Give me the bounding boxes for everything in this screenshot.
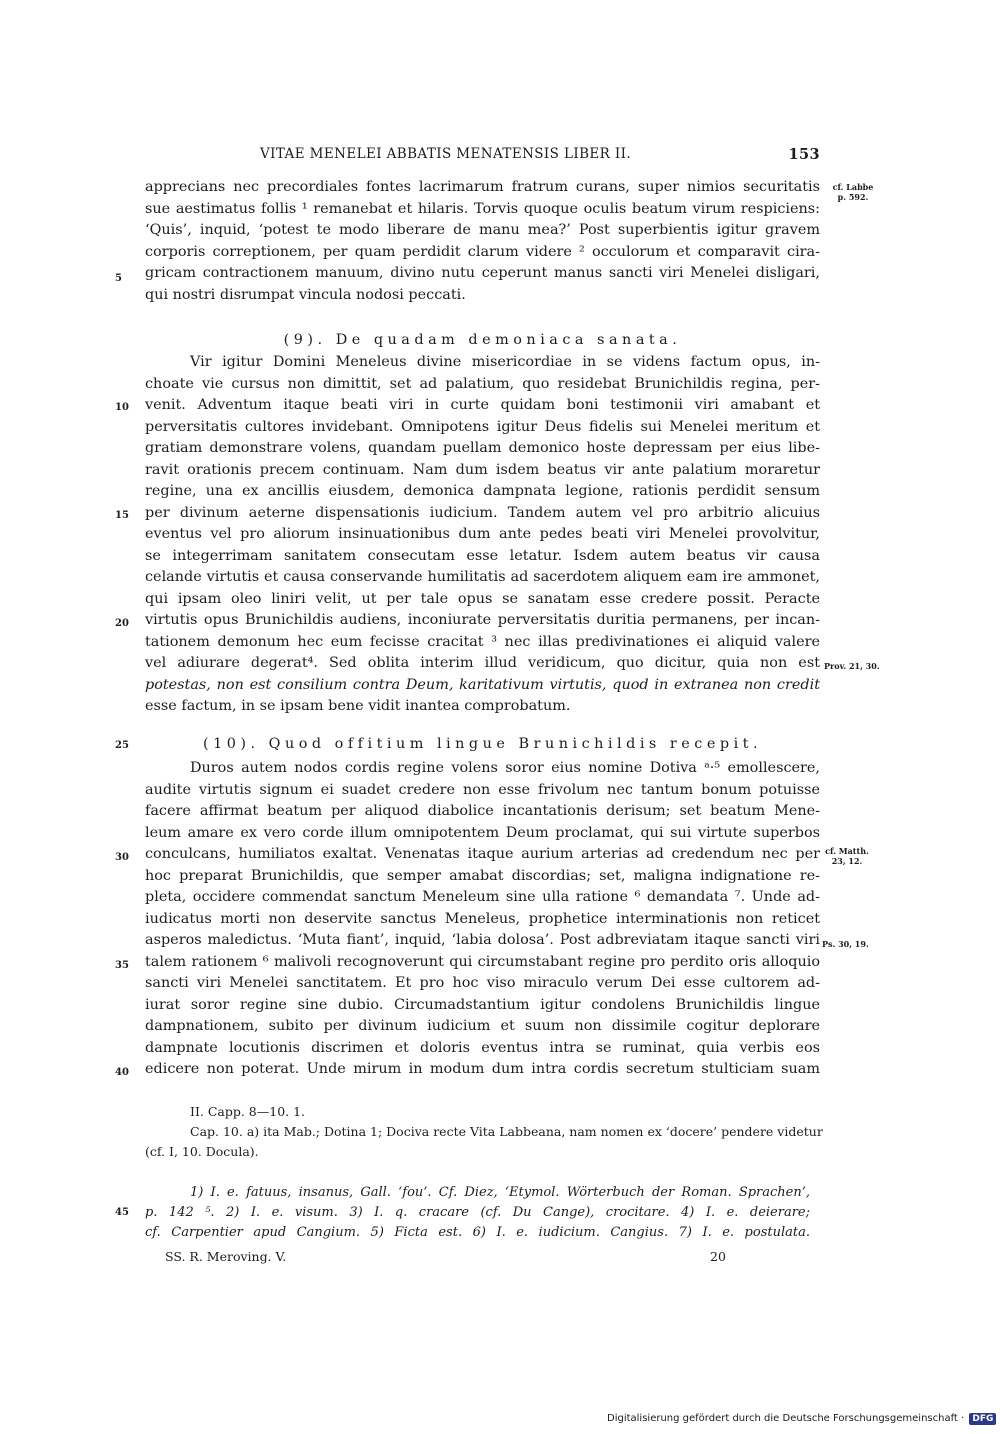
text-line: per divinum aeterne dispensationis iudicium. Tandem autem vel pro arbitrio alicuius [145, 504, 820, 521]
line-number: 40 [115, 1067, 129, 1078]
margin-note-labbe: cf. Labbe p. 592. [832, 182, 874, 202]
dfg-logo: DFG [969, 1413, 996, 1425]
text-line: eventus vel pro aliorum insinuationibus dum ante pedes beati viri Menelei provolvitur, [145, 526, 820, 542]
text-line: sancti viri Menelei sanctitatem. Et pro hoc viso miraculo verum Dei esse cultorem ad- [145, 975, 820, 991]
chapter-9-text [145, 352, 820, 718]
page-number: 153 [788, 146, 820, 163]
text-line: talem rationem ⁶ malivoli recognoverunt qui circumstabant regine pro perdito oris alloquio [145, 953, 820, 970]
text-line: vel adiurare degerat⁴. Sed oblita interim illud veridicum, quo dicitur, quia non est [145, 655, 820, 671]
line-number: 30 [115, 852, 129, 863]
apparatus-line: (cf. I, 10. Docula). [145, 1144, 259, 1159]
chapter-10-text [145, 758, 820, 1081]
text-line: hoc preparat Brunichildis, que semper amabat discordias; set, maligna indignatione re- [145, 867, 820, 884]
text-line: asperos maledictus. ‘Muta fiant’, inquid, ‘labia dolosa’. Post adbreviatam itaque sancti viri [145, 932, 820, 948]
chapter-heading-9: (9). De quadam demoniaca sanata. [283, 332, 682, 348]
footnote-line: p. 142 ⁵. 2) I. e. visum. 3) I. q. cracare (cf. Du Cange), crocitare. 4) I. e. deierare; [145, 1205, 810, 1220]
text-line: corporis correptionem, per quam perdidit clarum videre ² occulorum et comparavit cira- [145, 243, 820, 260]
credit-text: Digitalisierung gefördert durch die Deutsche Forschungsgemeinschaft · [607, 1413, 965, 1424]
text-line: iurat soror regine sine dubio. Circumadstantium igitur condolens Brunichildis lingue [145, 996, 820, 1013]
text-line: gricam contractionem manuum, divino nutu ceperunt manus sancti viri Menelei disligari, [145, 265, 820, 281]
line-number: 25 [115, 740, 129, 751]
line-number: 45 [115, 1207, 129, 1218]
margin-note-ps: Ps. 30, 19. [822, 939, 869, 949]
line-number: 5 [115, 273, 122, 284]
text-line: ravit orationis precem continuam. Nam dum isdem beatus vir ante palatium moraretur [145, 461, 820, 478]
text-line: tationem demonum hec eum fecisse cracitat ³ nec illas predivinationes ei aliquid valere [145, 633, 820, 650]
series-signature: SS. R. Meroving. V. [165, 1249, 287, 1264]
running-title: VITAE MENELEI ABBATIS MENATENSIS LIBER II. [260, 146, 632, 162]
text-line: dampnationem, subito per divinum iudicium et suum non dissimile cogitur deplorare [145, 1018, 820, 1034]
text-line: qui nostri disrumpat vincula nodosi peccati. [145, 286, 466, 303]
text-line: apprecians nec precordiales fontes lacrimarum fratrum curans, super nimios securitatis [145, 179, 820, 195]
line-number: 10 [115, 402, 129, 413]
text-line: qui ipsam oleo liniri velit, ut per tale opus se sanatam esse credere possit. Peracte [145, 590, 820, 607]
text-line: se integerrimam sanitatem consecutam esse letatur. Isdem autem beatus vir causa [145, 547, 820, 564]
footnote-line: 1) I. e. fatuus, insanus, Gall. ‘fou’. Cf. Diez, ‘Etymol. Wörterbuch der Roman. Sprachen’, [190, 1185, 810, 1200]
footnote-line: cf. Carpentier apud Cangium. 5) Ficta est. 6) I. e. iudicium. Cangius. 7) I. e. postulata. [145, 1225, 810, 1240]
paragraph-continuation [145, 177, 820, 306]
apparatus-line: II. Capp. 8—10. 1. [190, 1104, 306, 1119]
text-line: pleta, occidere commendat sanctum Meneleum sine ulla ratione ⁶ demandata ⁷. Unde ad- [145, 889, 820, 905]
text-line: potestas, non est consilium contra Deum, karitativum virtutis, quod in extranea non credit [145, 676, 820, 693]
text-line: edicere non poterat. Unde mirum in modum dum intra cordis secretum stulticiam suam [145, 1061, 820, 1077]
text-line: ‘Quis’, inquid, ‘potest te modo liberare de manu mea?’ Post superbientis igitur gravem [145, 222, 820, 238]
line-number: 15 [115, 510, 129, 521]
text-line: regine, una ex ancillis eiusdem, demonica dampnata legione, rationis perdidit sensum [145, 483, 820, 499]
text-line: leum amare ex vero corde illum omnipotentem Deum proclamat, qui sui virtute superbos [145, 824, 820, 841]
text-line: conculcans, humiliatos exaltat. Venenatas itaque aurium arterias ad credendum nec per [145, 846, 820, 862]
line-number: 20 [115, 618, 129, 629]
text-line: venit. Adventum itaque beati viri in curte quidam boni testimonii viri amabant et [145, 397, 820, 413]
text-line: facere affirmat beatum per aliquod diabolice incantationis derisum; set beatum Mene- [145, 803, 820, 819]
text-line: audite virtutis signum ei suadet credere non esse frivolum nec tantum bonum potuisse [145, 781, 820, 798]
text-line: choate vie cursus non dimittit, set ad palatium, quo residebat Brunichildis regina, per- [145, 375, 820, 392]
text-line: dampnate locutionis discrimen et doloris eventus intra se ruminat, quia verbis eos [145, 1039, 820, 1056]
text-line: virtutis opus Brunichildis audiens, inconiurate perversitatis duritia permanens, per incan- [145, 612, 820, 628]
text-line: Vir igitur Domini Meneleus divine misericordiae in se videns factum opus, in- [190, 354, 820, 370]
margin-note-matth: cf. Matth. 23, 12. [825, 846, 869, 866]
sheet-number: 20 [710, 1249, 726, 1264]
text-line: esse factum, in se ipsam bene vidit inantea comprobatum. [145, 698, 571, 714]
digitization-credit [607, 1413, 996, 1425]
apparatus-line: Cap. 10. a) ita Mab.; Dotina 1; Dociva recte Vita Labbeana, nam nomen ex ‘docere’ pendere videtur [190, 1124, 823, 1139]
text-line: iudicatus morti non deservite sanctus Meneleus, prophetice interminationis non reticet [145, 910, 820, 927]
text-line: sue aestimatus follis ¹ remanebat et hilaris. Torvis quoque oculis beatum virum respiciens: [145, 200, 820, 217]
margin-note-prov: Prov. 21, 30. [824, 661, 880, 671]
text-line: Duros autem nodos cordis regine volens soror eius nomine Dotiva ᵃ·⁵ emollescere, [190, 760, 820, 776]
line-number: 35 [115, 960, 129, 971]
critical-apparatus [145, 1102, 823, 1162]
text-line: celande virtutis et causa conservande humilitatis ad sacerdotem aliquem eam ire ammonet, [145, 569, 820, 585]
text-line: gratiam demonstrare volens, quandam puellam demonico hoste depressam per eius libe- [145, 440, 820, 456]
footnotes [145, 1183, 810, 1243]
text-line: perversitatis cultores invidebant. Omnipotens igitur Deus fidelis sui Menelei meritum et [145, 418, 820, 435]
chapter-heading-10: (10). Quod offitium lingue Brunichildis recepit. [202, 736, 763, 752]
